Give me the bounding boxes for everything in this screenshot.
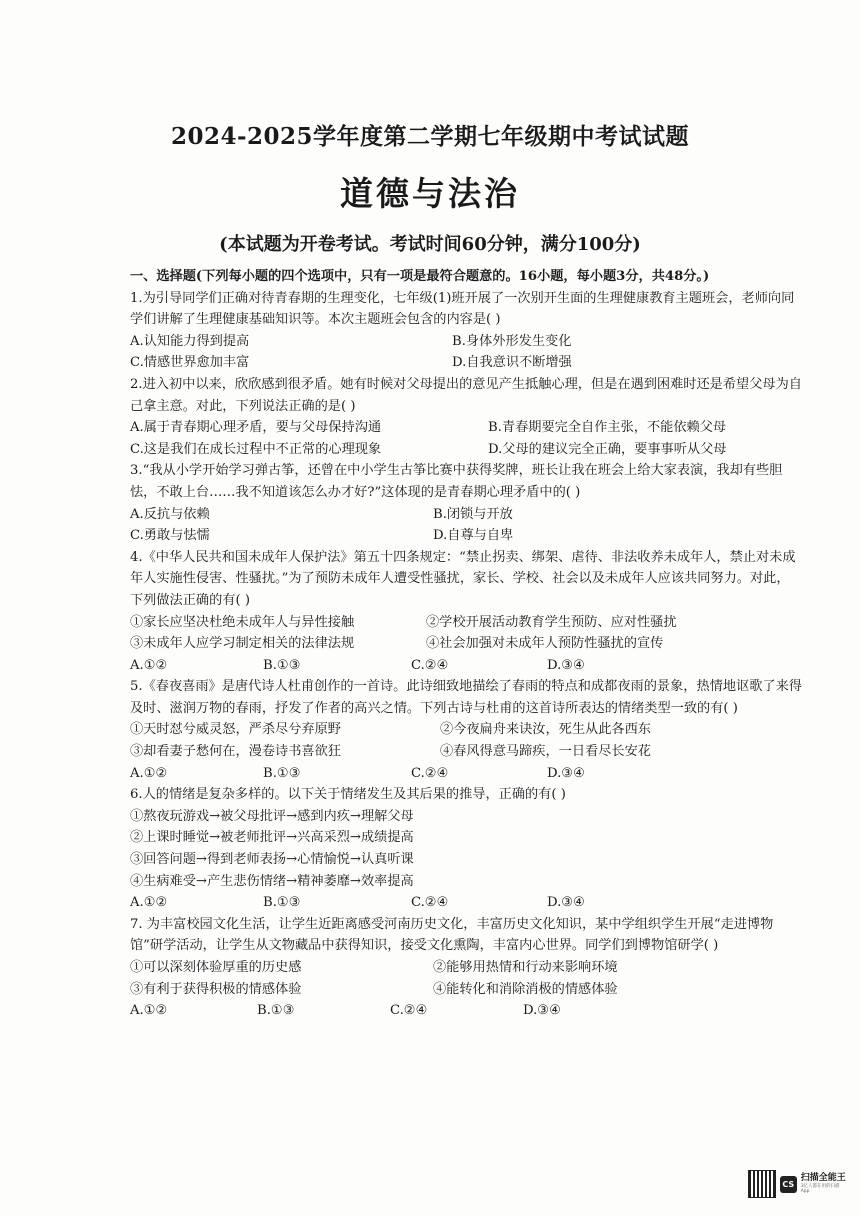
option-b: B.身体外形发生变化 [452,333,572,349]
exam-note: (本试题为开卷考试。考试时间60分钟，满分100分) [219,234,641,255]
option-a: A.反抗与依赖 [130,506,210,522]
statement-2: ②学校开展活动教育学生预防、应对性骚扰 [426,614,677,630]
statement-2: ②今夜扁舟来诀汝，死生从此各西东 [440,722,651,738]
scanner-watermark [748,1167,848,1201]
statement-3: ③却看妻子愁何在，漫卷诗书喜欲狂 [130,744,341,760]
option-d: D.③④ [547,765,585,781]
option-b: B.①③ [263,765,301,781]
statement-3: ③有利于获得积极的情感体验 [130,981,302,997]
question-2 [130,374,802,460]
option-c: C.②④ [411,765,449,781]
watermark-brand: 扫描全能王 [800,1173,846,1183]
question-5 [130,676,802,784]
question-4 [130,547,802,677]
question-stem: 4.《中华人民共和国未成年人保护法》第五十四条规定：“禁止拐卖、绑架、虐待、非法收养未成年人，禁止对未成年人实施性侵害、性骚扰。”为了预防未成年人遭受性骚扰，家长、学校、社会以及未成年人应该共同努力。对此，下列做法正确的有( ) [130,549,796,608]
statement-1: ①可以深刻体验厚重的历史感 [130,960,302,975]
option-b: B.闭锁与开放 [433,506,513,522]
answer-options [130,504,802,547]
option-c: C.情感世界愈加丰富 [130,355,250,371]
answer-options [130,417,802,460]
option-a: A.①② [130,895,168,911]
answer-options [130,331,802,374]
option-c: C.勇敢与怯懦 [130,528,210,544]
section-title: 一、选择题(下列每小题的四个选项中，只有一项是最符合题意的。16小题，每小题3分，共48分。) [130,269,710,284]
option-d: D.③④ [547,657,585,673]
statement-1: ①天时怼兮威灵怒，严杀尽兮弃原野 [130,722,341,738]
question-1 [130,288,802,374]
answer-options [130,655,802,677]
option-b: B.①③ [263,657,301,673]
question-stem: 7. 为丰富校园文化生活，让学生近距离感受河南历史文化，丰富历史文化知识，某中学组织学生开展“走进博物馆”研学活动，让学生从文物藏品中获得知识，接受文化熏陶，丰富内心世界。同学们到博物馆研学( ) [130,916,774,954]
statement-4: ④社会加强对未成年人预防性骚扰的宣传 [426,636,664,652]
option-b: B.①③ [263,895,301,911]
statement-1: ①熬夜玩游戏→被父母批评→感到内疚→理解父母 [130,808,414,824]
statement-4: ④春风得意马蹄疾，一日看尽长安花 [440,744,651,760]
option-d: D.父母的建议完全正确，要事事听从父母 [488,441,727,457]
statement-3: ③回答问题→得到老师表扬→心情愉悦→认真听课 [130,852,414,868]
option-c: C.②④ [411,657,449,673]
question-content [130,266,802,1022]
option-a: A.①② [130,1003,168,1019]
statement-4: ④生病难受→产生悲伤情绪→精神萎靡→效率提高 [130,873,414,889]
statement-items [130,719,802,762]
question-stem: 6.人的情绪是复杂多样的。以下关于情绪发生及其后果的推导，正确的有( ) [130,787,566,803]
statement-4: ④能转化和消除消极的情感体验 [433,981,618,997]
question-stem: 5.《春夜喜雨》是唐代诗人杜甫创作的一首诗。此诗细致地描绘了春雨的特点和成都夜雨的景象，热情地讴歌了来得及时、滋润万物的春雨，抒发了作者的高兴之情。下列古诗与杜甫的这首诗所表达的情绪类型一致的有( ) [130,679,802,716]
answer-options [130,1000,802,1022]
option-c: C.这是我们在成长过程中不正常的心理现象 [130,441,382,457]
statement-1: ①家长应坚决杜绝未成年人与异性接触 [130,614,355,630]
question-7 [130,914,802,1022]
option-c: C.②④ [411,895,449,911]
option-d: D.③④ [547,895,585,911]
option-b: B.青春期要完全自作主张，不能依赖父母 [488,420,727,436]
option-d: D.自我意识不断增强 [452,355,572,371]
statement-items [130,612,802,655]
subject-title: 道德与法治 [340,174,520,213]
option-a: A.①② [130,657,168,673]
camscanner-logo-icon: CS [780,1176,797,1193]
question-3 [130,460,802,546]
question-stem: 1.为引导同学们正确对待青春期的生理变化，七年级(1)班开展了一次别开生面的生理健康教育主题班会，老师向同学们讲解了生理健康基础知识等。本次主题班会包含的内容是( ) [130,290,795,328]
question-stem: 2.进入初中以来，欣欣感到很矛盾。她有时候对父母提出的意见产生抵触心理，但是在遇到困难时还是希望父母为自己拿主意。对此，下列说法正确的是( ) [130,376,802,414]
statement-2: ②能够用热情和行动来影响环境 [433,960,618,975]
statement-2: ②上课时睡觉→被老师批评→兴高采烈→成绩提高 [130,830,414,846]
answer-options [130,892,802,914]
option-c: C.②④ [390,1003,428,1019]
statement-items [130,957,802,1000]
statement-3: ③未成年人应学习制定相关的法律法规 [130,636,355,652]
option-b: B.①③ [257,1003,295,1019]
statement-items [130,806,802,892]
exam-header-title: 2024-2025学年度第二学期七年级期中考试试题 [170,123,690,150]
option-d: D.③④ [523,1003,561,1019]
watermark-text [801,1174,848,1194]
option-a: A.认知能力得到提高 [130,333,250,349]
option-d: D.自尊与自卑 [433,528,514,544]
option-a: A.①② [130,765,168,781]
watermark-tagline: 3亿人都在用的扫描App [800,1184,840,1194]
question-stem: 3.“我从小学开始学习弹古筝，还曾在中小学生古筝比赛中获得奖牌，班长让我在班会上给大家表演，我却有些胆怯，不敢上台……我不知道该怎么办才好?”这体现的是青春期心理矛盾中的( ) [130,463,783,500]
qr-code-icon [748,1170,776,1198]
answer-options [130,763,802,785]
option-a: A.属于青春期心理矛盾，要与父母保持沟通 [130,420,382,436]
question-6 [130,784,802,914]
